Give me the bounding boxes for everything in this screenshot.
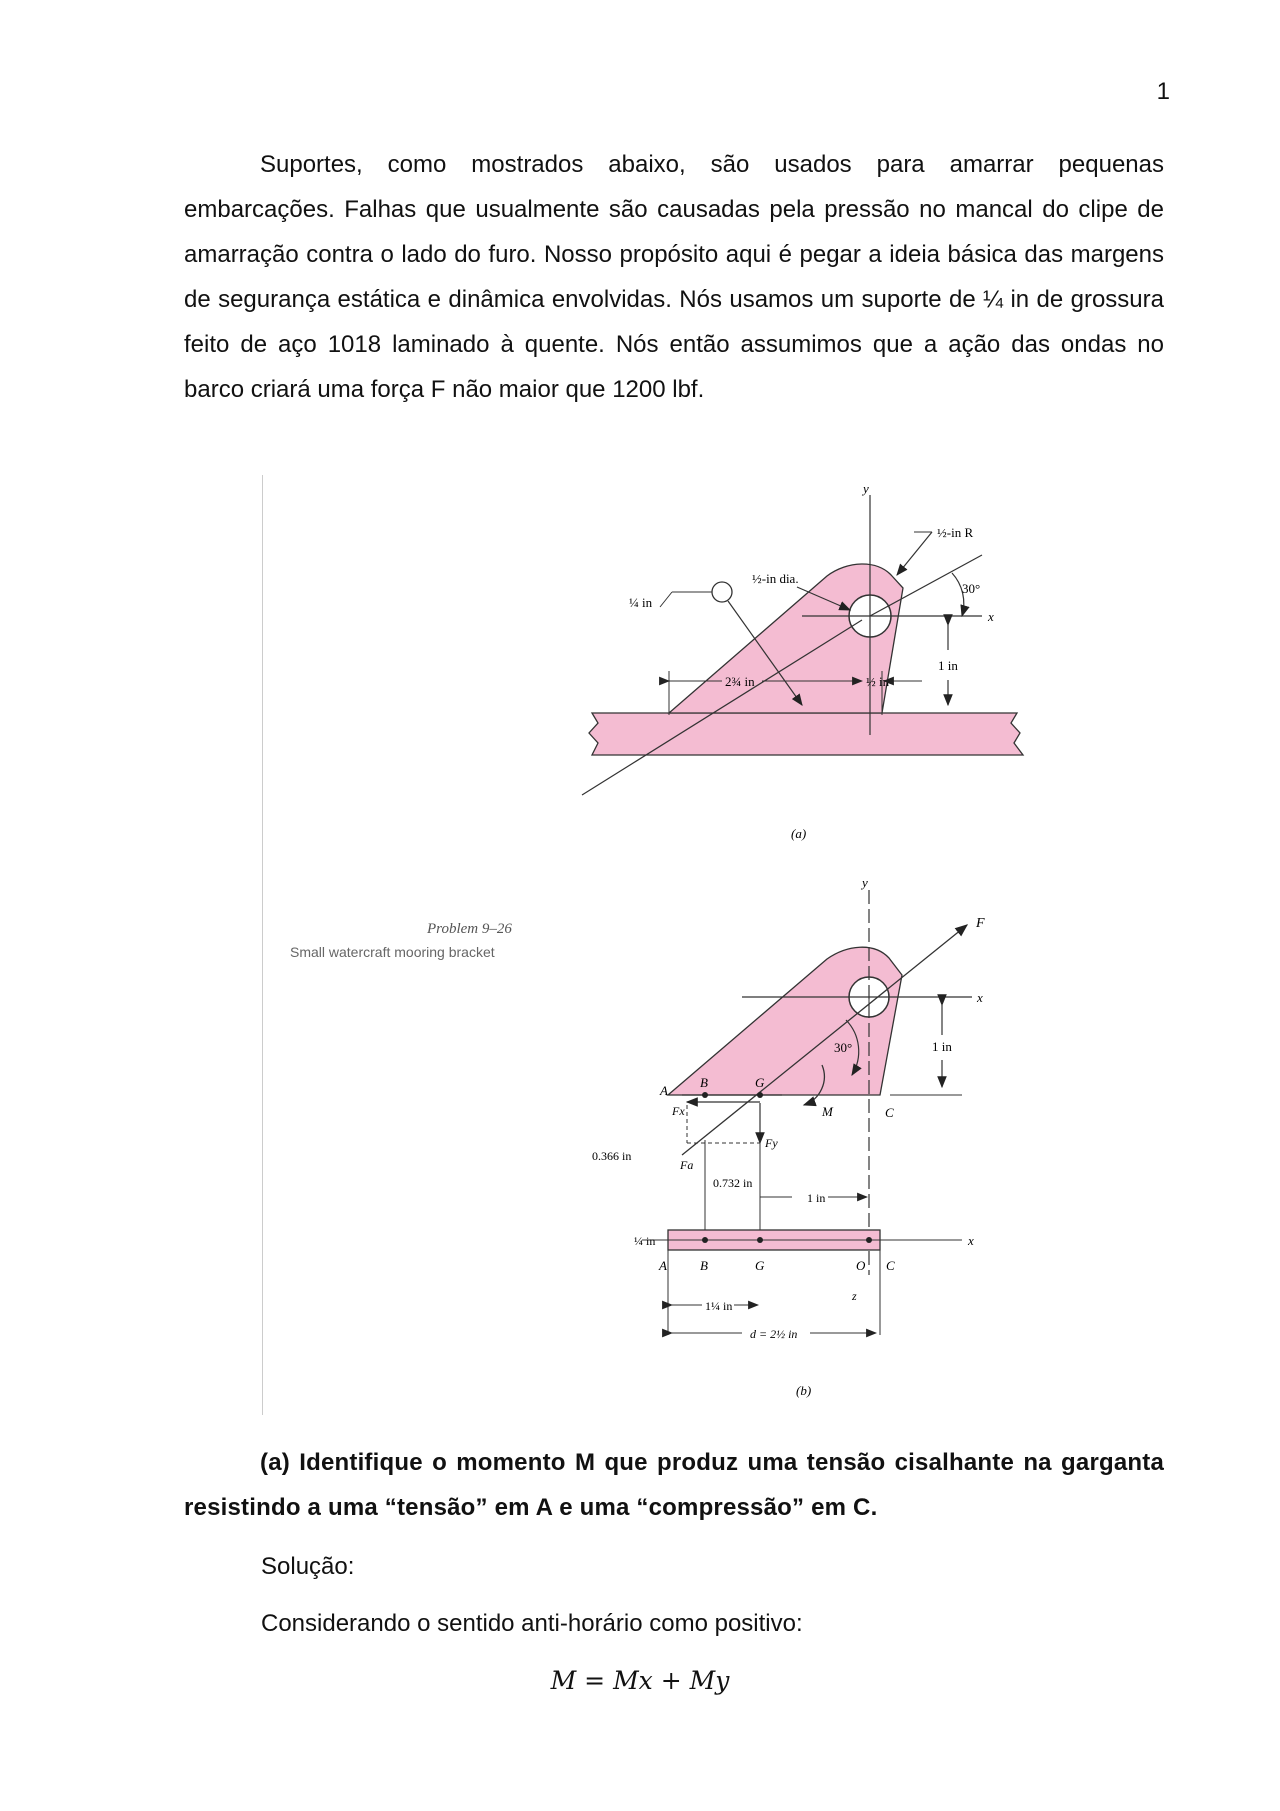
- x-axis-label: x: [988, 609, 994, 624]
- point-b-plan: B: [700, 1258, 708, 1273]
- figure-b: [592, 875, 985, 1398]
- consideration-text: Considerando o sentido anti-horário como positivo:: [261, 1610, 803, 1637]
- point-a-plan: A: [659, 1258, 667, 1273]
- point-c-plan: C: [886, 1258, 895, 1273]
- point-g: G: [755, 1075, 765, 1090]
- dist-ag-label: 1¼ in: [705, 1299, 733, 1313]
- bracket-figure: [262, 475, 1062, 1425]
- z-axis-label: z: [852, 1289, 857, 1303]
- x-axis-label-b: x: [977, 990, 983, 1005]
- bracket-body-b: [668, 947, 902, 1095]
- radius-label: ½-in R: [937, 525, 974, 540]
- caption-text: Small watercraft mooring bracket: [290, 944, 495, 960]
- force-label: F: [976, 916, 985, 931]
- dist-bg-label: 0.732 in: [713, 1176, 753, 1190]
- page-number: 1: [1156, 78, 1170, 105]
- point-a: A: [660, 1083, 668, 1098]
- y-axis-label-b: y: [862, 875, 868, 890]
- angle-label-b: 30°: [834, 1040, 853, 1055]
- fy-label: Fy: [765, 1136, 778, 1150]
- base-plate: [589, 713, 1023, 755]
- offset-label: 0.366 in: [592, 1149, 632, 1163]
- x-axis-label-plan: x: [968, 1233, 974, 1248]
- thickness-label: ¼ in: [634, 1234, 656, 1248]
- weld-label: ¼ in: [629, 595, 653, 610]
- y-axis-label: y: [863, 481, 869, 496]
- moment-equation: M = Mx + My: [550, 1666, 730, 1695]
- tab-width-label: ½ in: [866, 674, 890, 689]
- bracket-drawing: [262, 475, 1062, 1425]
- fa-label: Fa: [680, 1158, 694, 1172]
- point-o: O: [856, 1258, 866, 1273]
- solution-label: Solução:: [261, 1553, 355, 1580]
- question-a: (a) Identifique o momento M que produz uma tensão cisalhante na garganta resistindo a uma “tensão” em A e uma “compressão” em C.: [184, 1449, 1164, 1521]
- point-g-plan: G: [755, 1258, 765, 1273]
- figure-a: [582, 481, 1023, 841]
- d-label: d = 2½ in: [750, 1327, 798, 1341]
- figure-a-label: (a): [791, 826, 807, 841]
- height-label-b: 1 in: [932, 1039, 952, 1054]
- angle-label: 30°: [962, 581, 981, 596]
- caption-title: Problem 9–26: [427, 921, 512, 937]
- bracket-body: [669, 564, 903, 713]
- height-label: 1 in: [938, 658, 958, 673]
- base-length-label: 2¾ in: [725, 674, 755, 689]
- point-c: C: [885, 1105, 894, 1120]
- dist-go-label: 1 in: [807, 1191, 826, 1205]
- point-b: B: [700, 1075, 708, 1090]
- figure-b-label: (b): [796, 1383, 812, 1398]
- fx-label: Fx: [672, 1104, 685, 1118]
- hole-label: ½-in dia.: [752, 571, 799, 586]
- moment-label: M: [822, 1104, 833, 1119]
- intro-paragraph: Suportes, como mostrados abaixo, são usados para amarrar pequenas embarcações. Falhas que usualmente são causadas pela pressão no mancal do clipe de amarração contra o lado do furo. Nosso propósito aqui é pegar a ideia básica das margens de segurança estática e dinâmica envolvidas. Nós usamos um suporte de ¼ in de grossura feito de aço 1018 laminado à quente. Nós então assumimos que a ação das ondas no barco criará uma força F não maior que 1200 lbf.: [184, 151, 1164, 403]
